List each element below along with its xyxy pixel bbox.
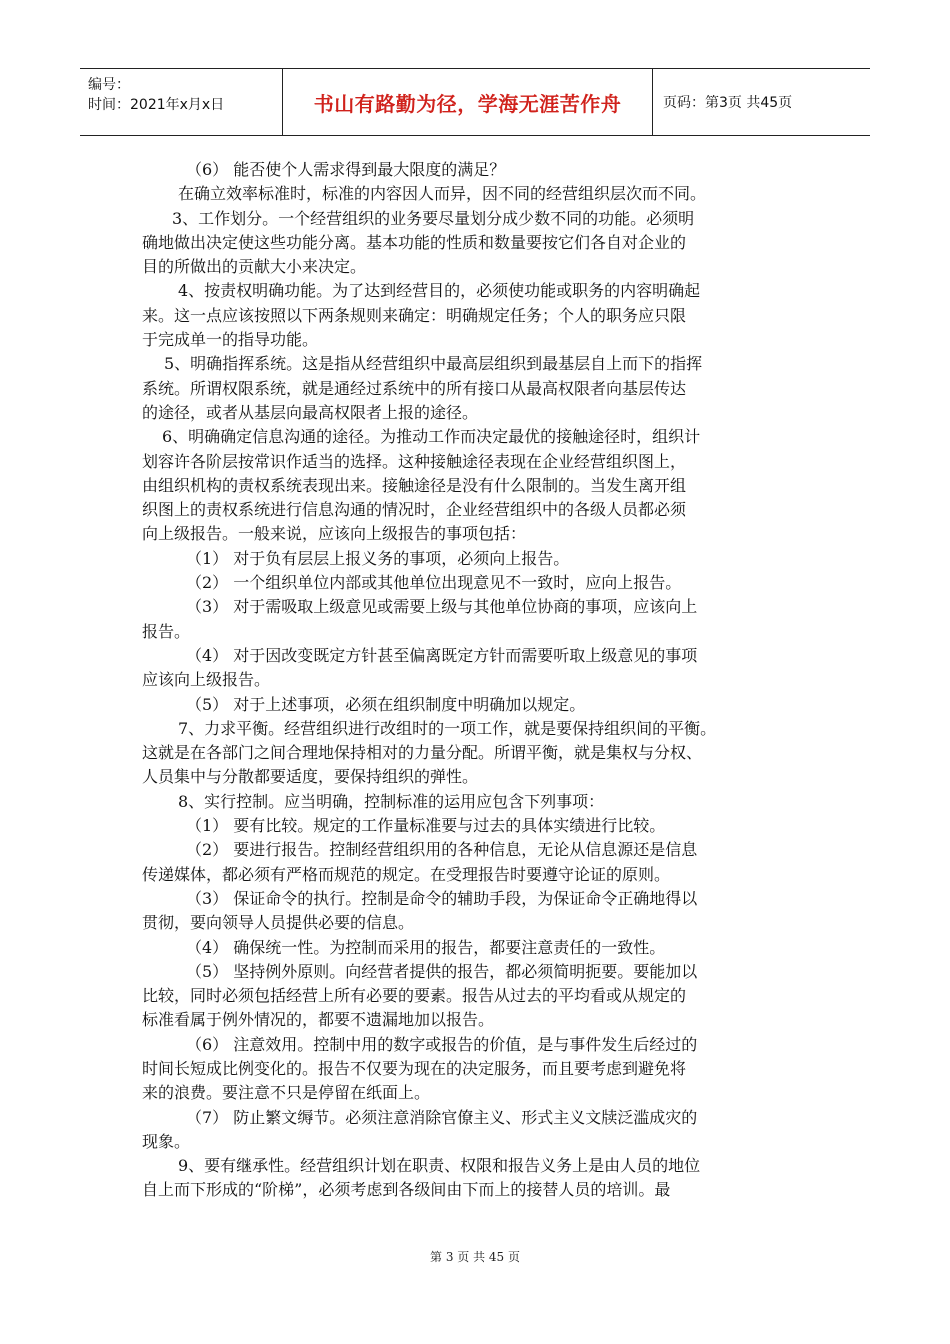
paragraph-line: 标准看属于例外情况的，都要不遗漏地加以报告。 (142, 1010, 495, 1030)
paragraph-line: 3、工作划分。一个经营组织的业务要尽量划分成少数不同的功能。必须明 (172, 208, 695, 228)
paragraph-line: 织图上的责权系统进行信息沟通的情况时，企业经营组织中的各级人员都必须 (142, 500, 687, 520)
page-info-text: 页码：第3页 共45页 (663, 95, 793, 111)
paragraph-line: （6） 注意效用。控制中用的数字或报告的价值，是与事件发生后经过的 (186, 1034, 698, 1054)
paragraph-line: 目的所做出的贡献大小来决定。 (142, 257, 367, 277)
motto-text: 书山有路勤为径，学海无涯苦作舟 (313, 91, 622, 116)
paragraph-line: （2） 要进行报告。控制经营组织用的各种信息，无论从信息源还是信息 (186, 840, 698, 860)
document-body (142, 158, 812, 1203)
date-line: 时间：2021年x月x日 (88, 97, 225, 113)
page-footer (0, 1248, 950, 1265)
paragraph-line: （7） 防止繁文缛节。必须注意消除官僚主义、形式主义文牍泛滥成灾的 (186, 1107, 698, 1127)
paragraph-line: （6） 能否使个人需求得到最大限度的满足？ (186, 160, 506, 179)
paragraph-line: 由组织机构的责权系统表现出来。接触途径是没有什么限制的。当发生离开组 (142, 475, 687, 495)
paragraph-line: 划容许各阶层按常识作适当的选择。这种接触途径表现在企业经营组织图上， (142, 451, 687, 471)
footer-page-number: 第 3 页 共 45 页 (430, 1250, 520, 1264)
paragraph-line: 传递媒体，都必须有严格而规范的规定。在受理报告时要遵守论证的原则。 (142, 864, 671, 884)
paragraph-line: 向上级报告。一般来说，应该向上级报告的事项包括： (142, 524, 527, 544)
header-page-info (653, 69, 870, 135)
paragraph-line: 报告。 (142, 621, 191, 641)
paragraph-line: 8、实行控制。应当明确，控制标准的运用应包含下列事项： (178, 791, 605, 811)
paragraph-line: 来。这一点应该按照以下两条规则来确定：明确规定任务；个人的职务应只限 (142, 305, 687, 325)
paragraph-line: 确地做出决定使这些功能分离。基本功能的性质和数量要按它们各自对企业的 (142, 232, 687, 252)
paragraph-line: （1） 要有比较。规定的工作量标准要与过去的具体实绩进行比较。 (186, 816, 666, 836)
paragraph-line: （1） 对于负有层层上报义务的事项，必须向上报告。 (186, 548, 570, 568)
paragraph-line: 4、按责权明确功能。为了达到经营目的，必须使功能或职务的内容明确起 (178, 281, 701, 301)
paragraph-line: 于完成单一的指导功能。 (142, 330, 319, 350)
page-header (80, 68, 870, 136)
paragraph-line: 人员集中与分散都要适度，要保持组织的弹性。 (142, 767, 479, 787)
paragraph-line: 现象。 (142, 1131, 191, 1151)
paragraph-line: 应该向上级报告。 (142, 670, 271, 690)
paragraph-line: 这就是在各部门之间合理地保持相对的力量分配。所谓平衡，就是集权与分权、 (142, 743, 703, 763)
paragraph-line: 来的浪费。要注意不只是停留在纸面上。 (142, 1083, 431, 1103)
code-label: 编号： (88, 77, 130, 93)
paragraph-line: 5、明确指挥系统。这是指从经营组织中最高层组织到最基层自上而下的指挥 (164, 354, 703, 374)
paragraph-line: 的途径，或者从基层向最高权限者上报的途径。 (142, 402, 479, 422)
paragraph-line: （4） 确保统一性。为控制而采用的报告，都要注意责任的一致性。 (186, 937, 666, 957)
paragraph-line: （3） 对于需吸取上级意见或需要上级与其他单位协商的事项，应该向上 (186, 597, 698, 617)
paragraph-line: 自上而下形成的“阶梯”，必须考虑到各级间由下而上的接替人员的培训。最 (142, 1180, 671, 1200)
paragraph-line: 时间长短成比例变化的。报告不仅要为现在的决定服务，而且要考虑到避免将 (142, 1058, 687, 1078)
paragraph-line: （2） 一个组织单位内部或其他单位出现意见不一致时，应向上报告。 (186, 573, 682, 593)
paragraph-line: 在确立效率标准时，标准的内容因人而异，因不同的经营组织层次而不同。 (178, 184, 707, 204)
paragraph-line: （4） 对于因改变既定方针甚至偏离既定方针而需要听取上级意见的事项 (186, 645, 698, 665)
paragraph-line: 9、要有继承性。经营组织计划在职责、权限和报告义务上是由人员的地位 (178, 1156, 701, 1176)
header-meta (80, 69, 283, 135)
paragraph-line: 6、明确确定信息沟通的途径。为推动工作而决定最优的接触途径时，组织计 (162, 427, 701, 447)
paragraph-line: （5） 对于上述事项，必须在组织制度中明确加以规定。 (186, 694, 586, 714)
paragraph-line: 比较，同时必须包括经营上所有必要的要素。报告从过去的平均看或从规定的 (142, 986, 687, 1006)
paragraph-line: 系统。所谓权限系统，就是通经过系统中的所有接口从最高权限者向基层传达 (142, 378, 687, 398)
paragraph-line: （3） 保证命令的执行。控制是命令的辅助手段，为保证命令正确地得以 (186, 888, 698, 908)
paragraph-line: 贯彻，要向领导人员提供必要的信息。 (142, 913, 415, 933)
paragraph-line: 7、力求平衡。经营组织进行改组时的一项工作，就是要保持组织间的平衡。 (178, 718, 717, 738)
header-motto-cell (283, 69, 653, 135)
paragraph-line: （5） 坚持例外原则。向经营者提供的报告，都必须简明扼要。要能加以 (186, 961, 698, 981)
